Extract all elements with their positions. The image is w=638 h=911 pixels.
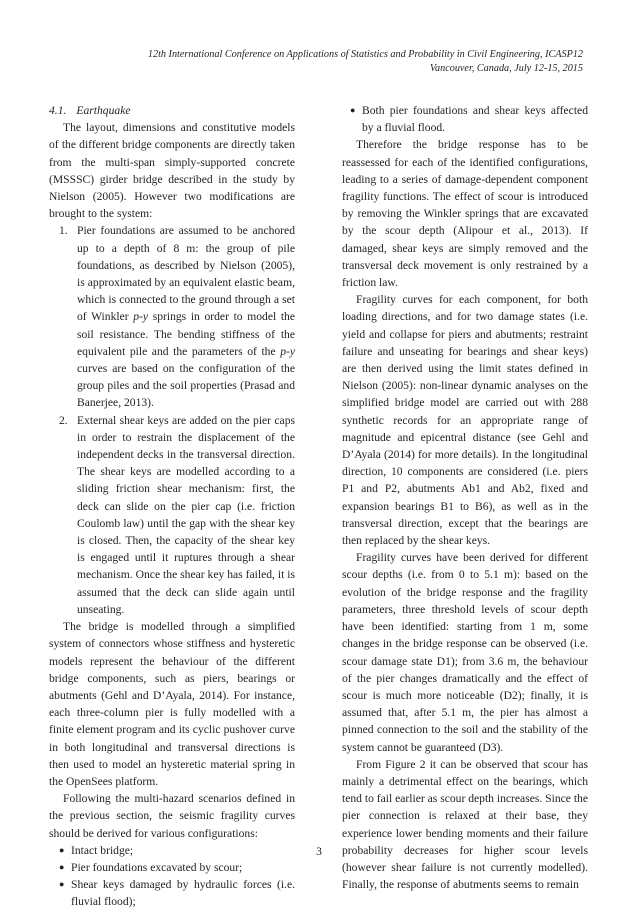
page-number: 3 bbox=[316, 845, 322, 858]
list-item-text: Intact bridge; bbox=[71, 843, 134, 857]
list-item-text: springs in order to model the soil resistance. The bending stiffness of the equivalent pile and the parameters of the bbox=[77, 310, 295, 358]
list-item-text: Pier foundations are assumed to be anchored up to a depth of 8 m: the group of pile foundations, as described by Nielson (2005), is approximated by an equivalent elastic beam, which is connected to the ground through a set of Winkler bbox=[77, 224, 295, 324]
header-location-line: Vancouver, Canada, July 12-15, 2015 bbox=[429, 62, 583, 74]
section-title: Earthquake bbox=[76, 104, 131, 117]
list-item bbox=[49, 876, 295, 910]
list-item bbox=[49, 222, 295, 411]
modification-list bbox=[49, 222, 295, 618]
bullet-icon: ● bbox=[59, 879, 65, 890]
bullet-icon: ● bbox=[59, 844, 65, 855]
list-item bbox=[49, 412, 295, 618]
list-item-text: Both pier foundations and shear keys affected by a fluvial flood. bbox=[362, 104, 588, 135]
list-item bbox=[342, 102, 588, 136]
paragraph: The bridge is modelled through a simplified system of connectors whose stiffness and hysteretic models represent the behaviour of the different bridge components, such as piers, bearings or abutments (Gehl and D’Ayala, 2014). For instance, each three-column pier is fully modelled with a finite element program and its cyclic pushover curve in both longitudinal and transversal directions is then used to model an hysteretic material spring in the OpenSees platform. bbox=[49, 620, 295, 788]
section-number: 4.1. bbox=[49, 104, 67, 117]
list-item-text: Pier foundations excavated by scour; bbox=[71, 860, 243, 874]
bullet-icon: ● bbox=[59, 861, 65, 872]
list-item-italic: p-y bbox=[133, 310, 149, 324]
paragraph: Following the multi-hazard scenarios defined in the previous section, the seismic fragility curves should be derived for various configurations: bbox=[49, 792, 295, 840]
paragraph: From Figure 2 it can be observed that scour has mainly a detrimental effect on the bearings, which tend to fail earlier as scour depth increases. Since the pier connection is relaxed at their base, they experience lower bending moments and their failure probability decreases for higher scour levels (however shear failure is not currently modelled). Finally, the response of abutments seems to remain bbox=[342, 757, 588, 892]
list-item-number: 2. bbox=[59, 413, 68, 427]
list-item-number: 1. bbox=[59, 224, 68, 238]
section-heading bbox=[49, 102, 295, 119]
list-item-text: curves are based on the configuration of the group piles and the soil properties (Prasad and Banerjee, 2013). bbox=[77, 362, 295, 410]
list-item bbox=[49, 859, 295, 876]
right-column bbox=[342, 102, 588, 893]
paragraph: Therefore the bridge response has to be reassessed for each of the identified configurations, leading to a series of damage-dependent component fragility functions. The effect of scour is introduced by removing the Winkler springs that are excavated by the scour depth (Alipour et al., 2013). If damaged, shear keys are simply removed and the transversal deck movement is only restrained by a friction law. bbox=[342, 138, 588, 290]
header-conference-line: 12th International Conference on Applications of Statistics and Probability in Civil Engineering, ICASP12 bbox=[147, 49, 583, 60]
list-item-italic: p-y bbox=[280, 344, 295, 358]
configuration-list-continued bbox=[342, 102, 588, 136]
paragraph: The layout, dimensions and constitutive models of the different bridge components are directly taken from the multi-span simply-supported concrete (MSSSC) girder bridge described in the study by Nielson (2005). However two modifications are brought to the system: bbox=[49, 121, 295, 221]
list-item-text: External shear keys are added on the pier caps in order to restrain the displacement of the independent decks in the transversal direction. The shear keys are modelled according to a sliding friction shear mechanism: first, the deck can slide on the pier cap (i.e. friction Coulomb law) until the gap with the shear key is closed. Then, the capacity of the shear key is engaged until it ruptures through a shear mechanism. Once the shear key has failed, it is assumed that the deck can slide again until unseating. bbox=[77, 413, 295, 616]
paragraph: Fragility curves have been derived for different scour depths (i.e. from 0 to 5.1 m): based on the evolution of the bridge response and the fragility parameters, three threshold levels of scour depth have been identified: starting from 1 m, some changes in the bridge response can be observed (i.e. scour damage state D1); from 3.6 m, the behaviour of the pier changes dramatically and the effect of scour is much more noticeable (D2); finally, it is assumed that, after 5.1 m, the pier has almost a pinned connection to the soil and the stability of the system cannot be guaranteed (D3). bbox=[342, 551, 588, 754]
list-item-text: Shear keys damaged by hydraulic forces (i.e. fluvial flood); bbox=[71, 878, 295, 909]
left-column bbox=[49, 102, 295, 911]
bullet-icon: ● bbox=[350, 105, 356, 115]
conference-header bbox=[43, 48, 583, 75]
paragraph: Fragility curves for each component, for both loading directions, and for two damage states (i.e. yield and collapse for piers and abutments; restraint failure and unseating for bearings and shear keys) are then derived using the limit states defined in Nielson (2005): non-linear dynamic analyses on the simplified bridge model are carried out with 288 synthetic records for an appropriate range of magnitude and epicentral distance (see Gehl and D’Ayala (2014) for more details). In the longitudinal direction, 10 components are considered (i.e. piers P1 and P2, abutments Ab1 and Ab2, fixed and expansion bearings B1 to B6), as well as in the transversal direction, except that the bearings are then replaced by the shear keys. bbox=[342, 293, 588, 548]
